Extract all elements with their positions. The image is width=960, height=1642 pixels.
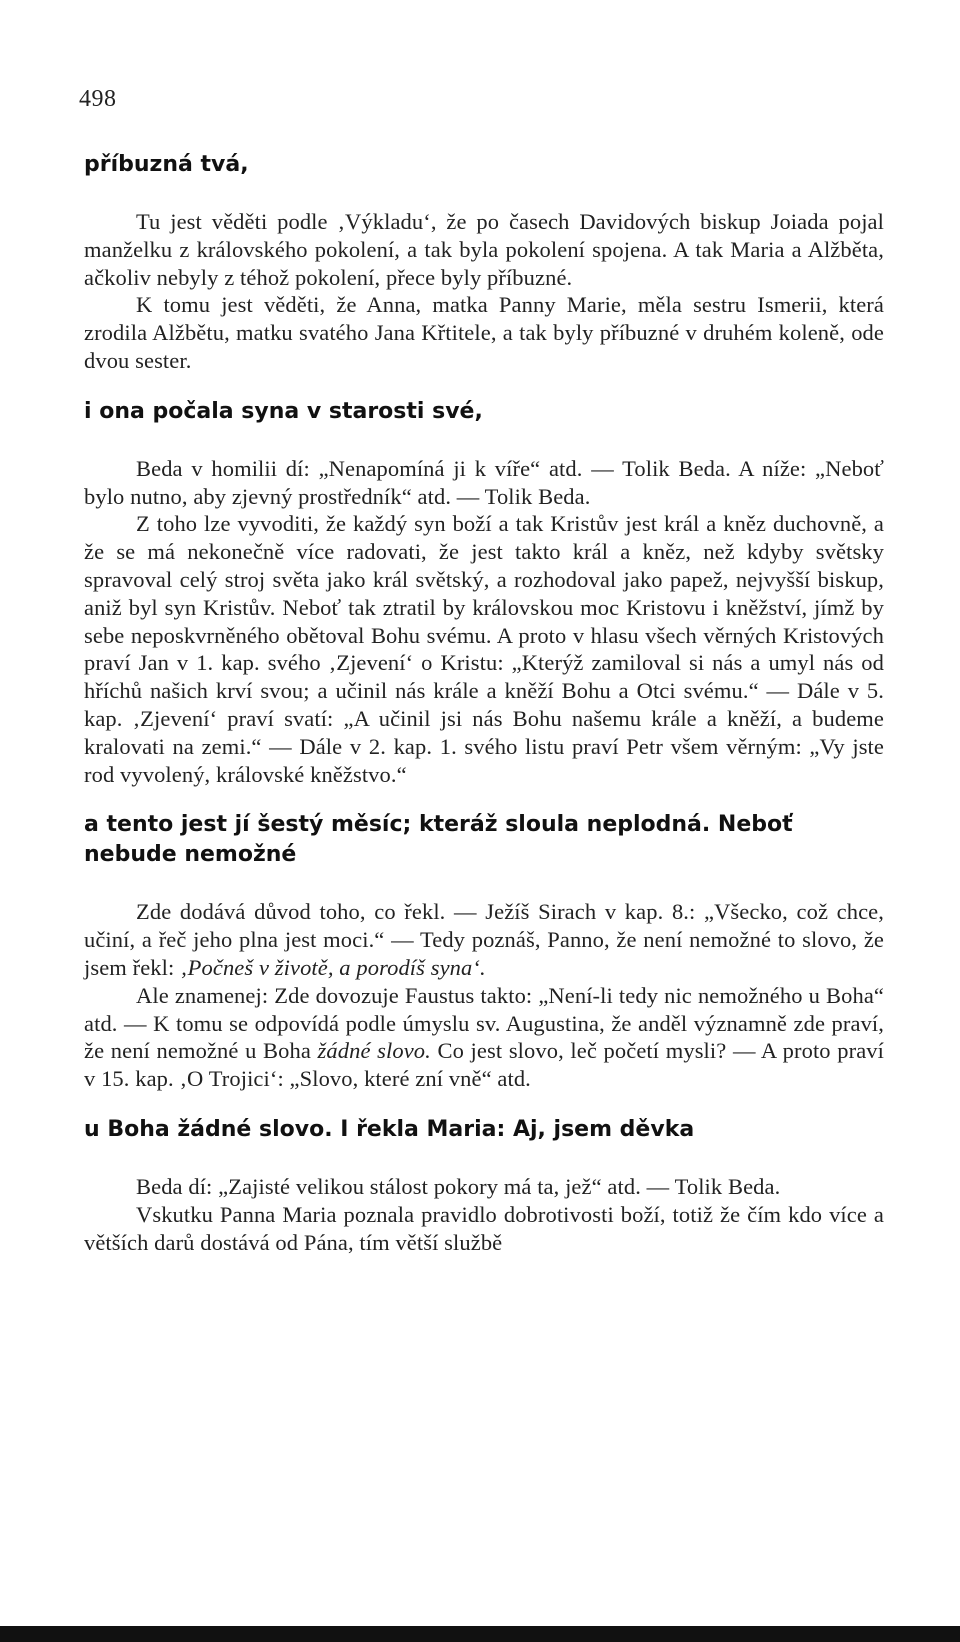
paragraph-6	[84, 982, 884, 1093]
scan-bottom-edge	[0, 1626, 960, 1642]
paragraph-5-italic: ‚Počneš v životě, a porodíš syna‘.	[180, 954, 486, 980]
paragraph-1: Tu jest věděti podle ‚Výkladu‘, že po časech Davidových biskup Joiada pojal manželku z královského pokolení, a tak byla pokolení spojena. A tak Maria a Alžběta, ačkoliv nebyly z téhož pokolení, přece byly příbuzné.	[84, 209, 884, 290]
paragraph-5-text: Zde dodává důvod toho, co řekl. — Ježíš Sirach v kap. 8.: „Všecko, což chce, učiní, a řeč jeho plna jest moci.“ — Tedy poznáš, Panno, že není nemožné to slovo, že jsem řekl:	[84, 899, 884, 980]
page-body	[84, 150, 884, 1256]
section-heading-1: příbuzná tvá,	[84, 152, 249, 177]
section-heading-3: a tento jest jí šestý měsíc; kteráž sloula neplodná. Neboť nebude nemožné	[84, 812, 793, 868]
paragraph-8: Vskutku Panna Maria poznala pravidlo dobrotivosti boží, totiž že čím kdo více a větších darů dostává od Pána, tím větší službě	[84, 1201, 884, 1255]
paragraph-6-text-b: Co jest slovo, leč početí mysli? — A proto praví v 15. kap. ‚O Trojici‘: „Slovo, které zní vně“ atd.	[84, 1038, 884, 1092]
section-heading-2: i ona počala syna v starosti své,	[84, 398, 483, 424]
paragraph-6-text-a: Ale znamenej: Zde dovozuje Faustus takto: „Není-li tedy nic nemožného u Boha“ atd. — K tomu se odpovídá podle úmyslu sv. Augustina, že anděl významně zde praví, že není nemožné u Boha	[84, 982, 884, 1064]
paragraph-2: K tomu jest věděti, že Anna, matka Panny Marie, měla sestru Ismerii, která zrodila Alžbětu, matku svatého Jana Křtitele, a tak byly příbuzné v druhém koleně, ode dvou sester.	[84, 292, 884, 373]
paragraph-5	[84, 898, 884, 981]
section-heading-4: u Boha žádné slovo. I řekla Maria: Aj, jsem děvka	[84, 1116, 695, 1142]
page-number: 498	[79, 86, 117, 112]
paragraph-3: Beda v homilii dí: „Nenapomíná ji k víře“ atd. — Tolik Beda. A níže: „Neboť bylo nutno, aby zjevný prostředník“ atd. — Tolik Beda.	[84, 455, 884, 509]
paragraph-4: Z toho lze vyvoditi, že každý syn boží a tak Kristův jest král a kněz duchovně, a že se má nekonečně více radovati, že jest takto král a kněz, než kdyby světsky spravoval celý stroj světa jako král světský, a rozhodoval jako papež, nejvyšší biskup, aniž byl syn Kristův. Neboť tak ztratil by královskou moc Kristovu i kněžství, jímž by sebe neposkvrněného obětoval Bohu svému. A proto v hlasu všech věrných Kristových praví Jan v 1. kap. svého ‚Zjevení‘ o Kristu: „Kterýž zamiloval si nás a umyl nás od hříchů našich krví svou; a učinil nás krále a kněží Bohu a Otci svému.“ — Dále v 5. kap. ‚Zjevení‘ praví svatí: „A učinil jsi nás Bohu našemu krále a kněží, a budeme kralovati na zemi.“ — Dále v 2. kap. 1. svého listu praví Petr všem věrným: „Vy jste rod vyvolený, královské kněžstvo.“	[84, 511, 884, 787]
paragraph-6-italic: žádné slovo.	[317, 1038, 431, 1064]
paragraph-7: Beda dí: „Zajisté velikou stálost pokory má ta, jež“ atd. — Tolik Beda.	[136, 1173, 781, 1199]
